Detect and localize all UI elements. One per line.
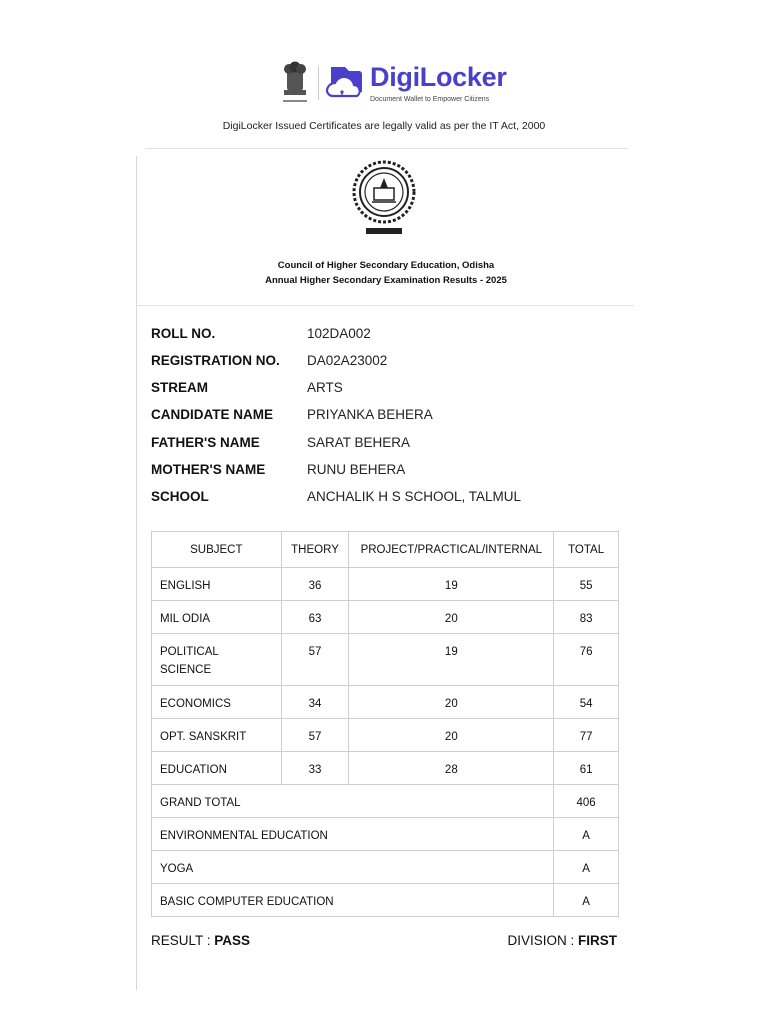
table-row bbox=[152, 634, 619, 686]
theory-cell: 33 bbox=[281, 752, 349, 785]
total-cell: 77 bbox=[554, 719, 619, 752]
total-cell: 55 bbox=[554, 568, 619, 601]
subject-cell: ENGLISH bbox=[152, 568, 282, 601]
total-cell: 54 bbox=[554, 686, 619, 719]
division-summary bbox=[507, 933, 617, 948]
digilocker-logo-icon bbox=[323, 61, 367, 105]
result-label: RESULT : bbox=[151, 933, 215, 948]
exam-title: Annual Higher Secondary Examination Results - 2025 bbox=[265, 275, 507, 286]
grade-subject-cell: ENVIRONMENTAL EDUCATION bbox=[152, 818, 554, 851]
digilocker-tagline: Document Wallet to Empower Citizens bbox=[370, 96, 490, 103]
grade-row bbox=[152, 818, 619, 851]
result-summary bbox=[151, 933, 250, 948]
project-cell: 20 bbox=[349, 601, 554, 634]
theory-cell: 34 bbox=[281, 686, 349, 719]
subject-cell: OPT. SANSKRIT bbox=[152, 719, 282, 752]
table-row bbox=[152, 568, 619, 601]
digilocker-brand: DigiLocker bbox=[370, 62, 507, 92]
column-header-total: TOTAL bbox=[554, 532, 619, 568]
project-cell: 19 bbox=[349, 568, 554, 601]
division-label: DIVISION : bbox=[507, 933, 578, 948]
legal-validity-note: DigiLocker Issued Certificates are legally valid as per the IT Act, 2000 bbox=[222, 120, 546, 132]
total-cell: 83 bbox=[554, 601, 619, 634]
grade-row bbox=[152, 884, 619, 917]
national-emblem-icon bbox=[277, 58, 313, 106]
info-label: ROLL NO. bbox=[151, 326, 216, 341]
theory-cell: 63 bbox=[281, 601, 349, 634]
table-row bbox=[152, 752, 619, 785]
column-header-subject: SUBJECT bbox=[152, 532, 282, 568]
section-divider bbox=[136, 305, 634, 306]
info-label: REGISTRATION NO. bbox=[151, 353, 280, 368]
table-row bbox=[152, 719, 619, 752]
division-value: FIRST bbox=[578, 933, 617, 948]
project-cell: 20 bbox=[349, 719, 554, 752]
info-label: MOTHER'S NAME bbox=[151, 462, 266, 477]
column-header-project: PROJECT/PRACTICAL/INTERNAL bbox=[349, 532, 554, 568]
grade-cell: A bbox=[554, 818, 619, 851]
subject-cell: POLITICAL SCIENCE bbox=[152, 634, 282, 686]
subject-cell: ECONOMICS bbox=[152, 686, 282, 719]
table-row bbox=[152, 686, 619, 719]
info-label: SCHOOL bbox=[151, 489, 209, 504]
info-label: CANDIDATE NAME bbox=[151, 407, 273, 422]
grade-subject-cell: YOGA bbox=[152, 851, 554, 884]
info-row-candidate-name bbox=[151, 407, 631, 425]
table-row bbox=[152, 601, 619, 634]
subject-cell: MIL ODIA bbox=[152, 601, 282, 634]
column-header-theory: THEORY bbox=[281, 532, 349, 568]
grade-cell: A bbox=[554, 851, 619, 884]
header-divider bbox=[318, 66, 319, 100]
header-divider-line bbox=[145, 148, 629, 149]
info-row-roll-no bbox=[151, 326, 631, 344]
grand-total-value: 406 bbox=[554, 785, 619, 818]
project-cell: 28 bbox=[349, 752, 554, 785]
info-row-school bbox=[151, 489, 631, 507]
info-value: PRIYANKA BEHERA bbox=[307, 407, 433, 422]
info-label: FATHER'S NAME bbox=[151, 435, 260, 450]
chse-odisha-seal-icon bbox=[348, 158, 420, 238]
info-row-registration-no bbox=[151, 353, 631, 371]
info-label: STREAM bbox=[151, 380, 208, 395]
grade-row bbox=[152, 851, 619, 884]
total-cell: 76 bbox=[554, 634, 619, 686]
grand-total-row bbox=[152, 785, 619, 818]
grade-subject-cell: BASIC COMPUTER EDUCATION bbox=[152, 884, 554, 917]
info-value: SARAT BEHERA bbox=[307, 435, 411, 450]
info-value: DA02A23002 bbox=[307, 353, 388, 368]
result-value: PASS bbox=[214, 933, 251, 948]
total-cell: 61 bbox=[554, 752, 619, 785]
info-row-mothers-name bbox=[151, 462, 631, 480]
info-value: ARTS bbox=[307, 380, 343, 395]
info-value: RUNU BEHERA bbox=[307, 462, 406, 477]
project-cell: 19 bbox=[349, 634, 554, 686]
info-value: ANCHALIK H S SCHOOL, TALMUL bbox=[307, 489, 522, 504]
theory-cell: 57 bbox=[281, 719, 349, 752]
info-row-fathers-name bbox=[151, 435, 631, 453]
subject-cell: EDUCATION bbox=[152, 752, 282, 785]
project-cell: 20 bbox=[349, 686, 554, 719]
digilocker-header bbox=[0, 56, 768, 110]
council-name: Council of Higher Secondary Education, Odisha bbox=[277, 260, 495, 271]
info-value: 102DA002 bbox=[307, 326, 371, 341]
marks-table bbox=[151, 531, 619, 917]
info-row-stream bbox=[151, 380, 631, 398]
grand-total-label: GRAND TOTAL bbox=[152, 785, 554, 818]
table-header-row bbox=[152, 532, 619, 568]
theory-cell: 57 bbox=[281, 634, 349, 686]
grade-cell: A bbox=[554, 884, 619, 917]
theory-cell: 36 bbox=[281, 568, 349, 601]
